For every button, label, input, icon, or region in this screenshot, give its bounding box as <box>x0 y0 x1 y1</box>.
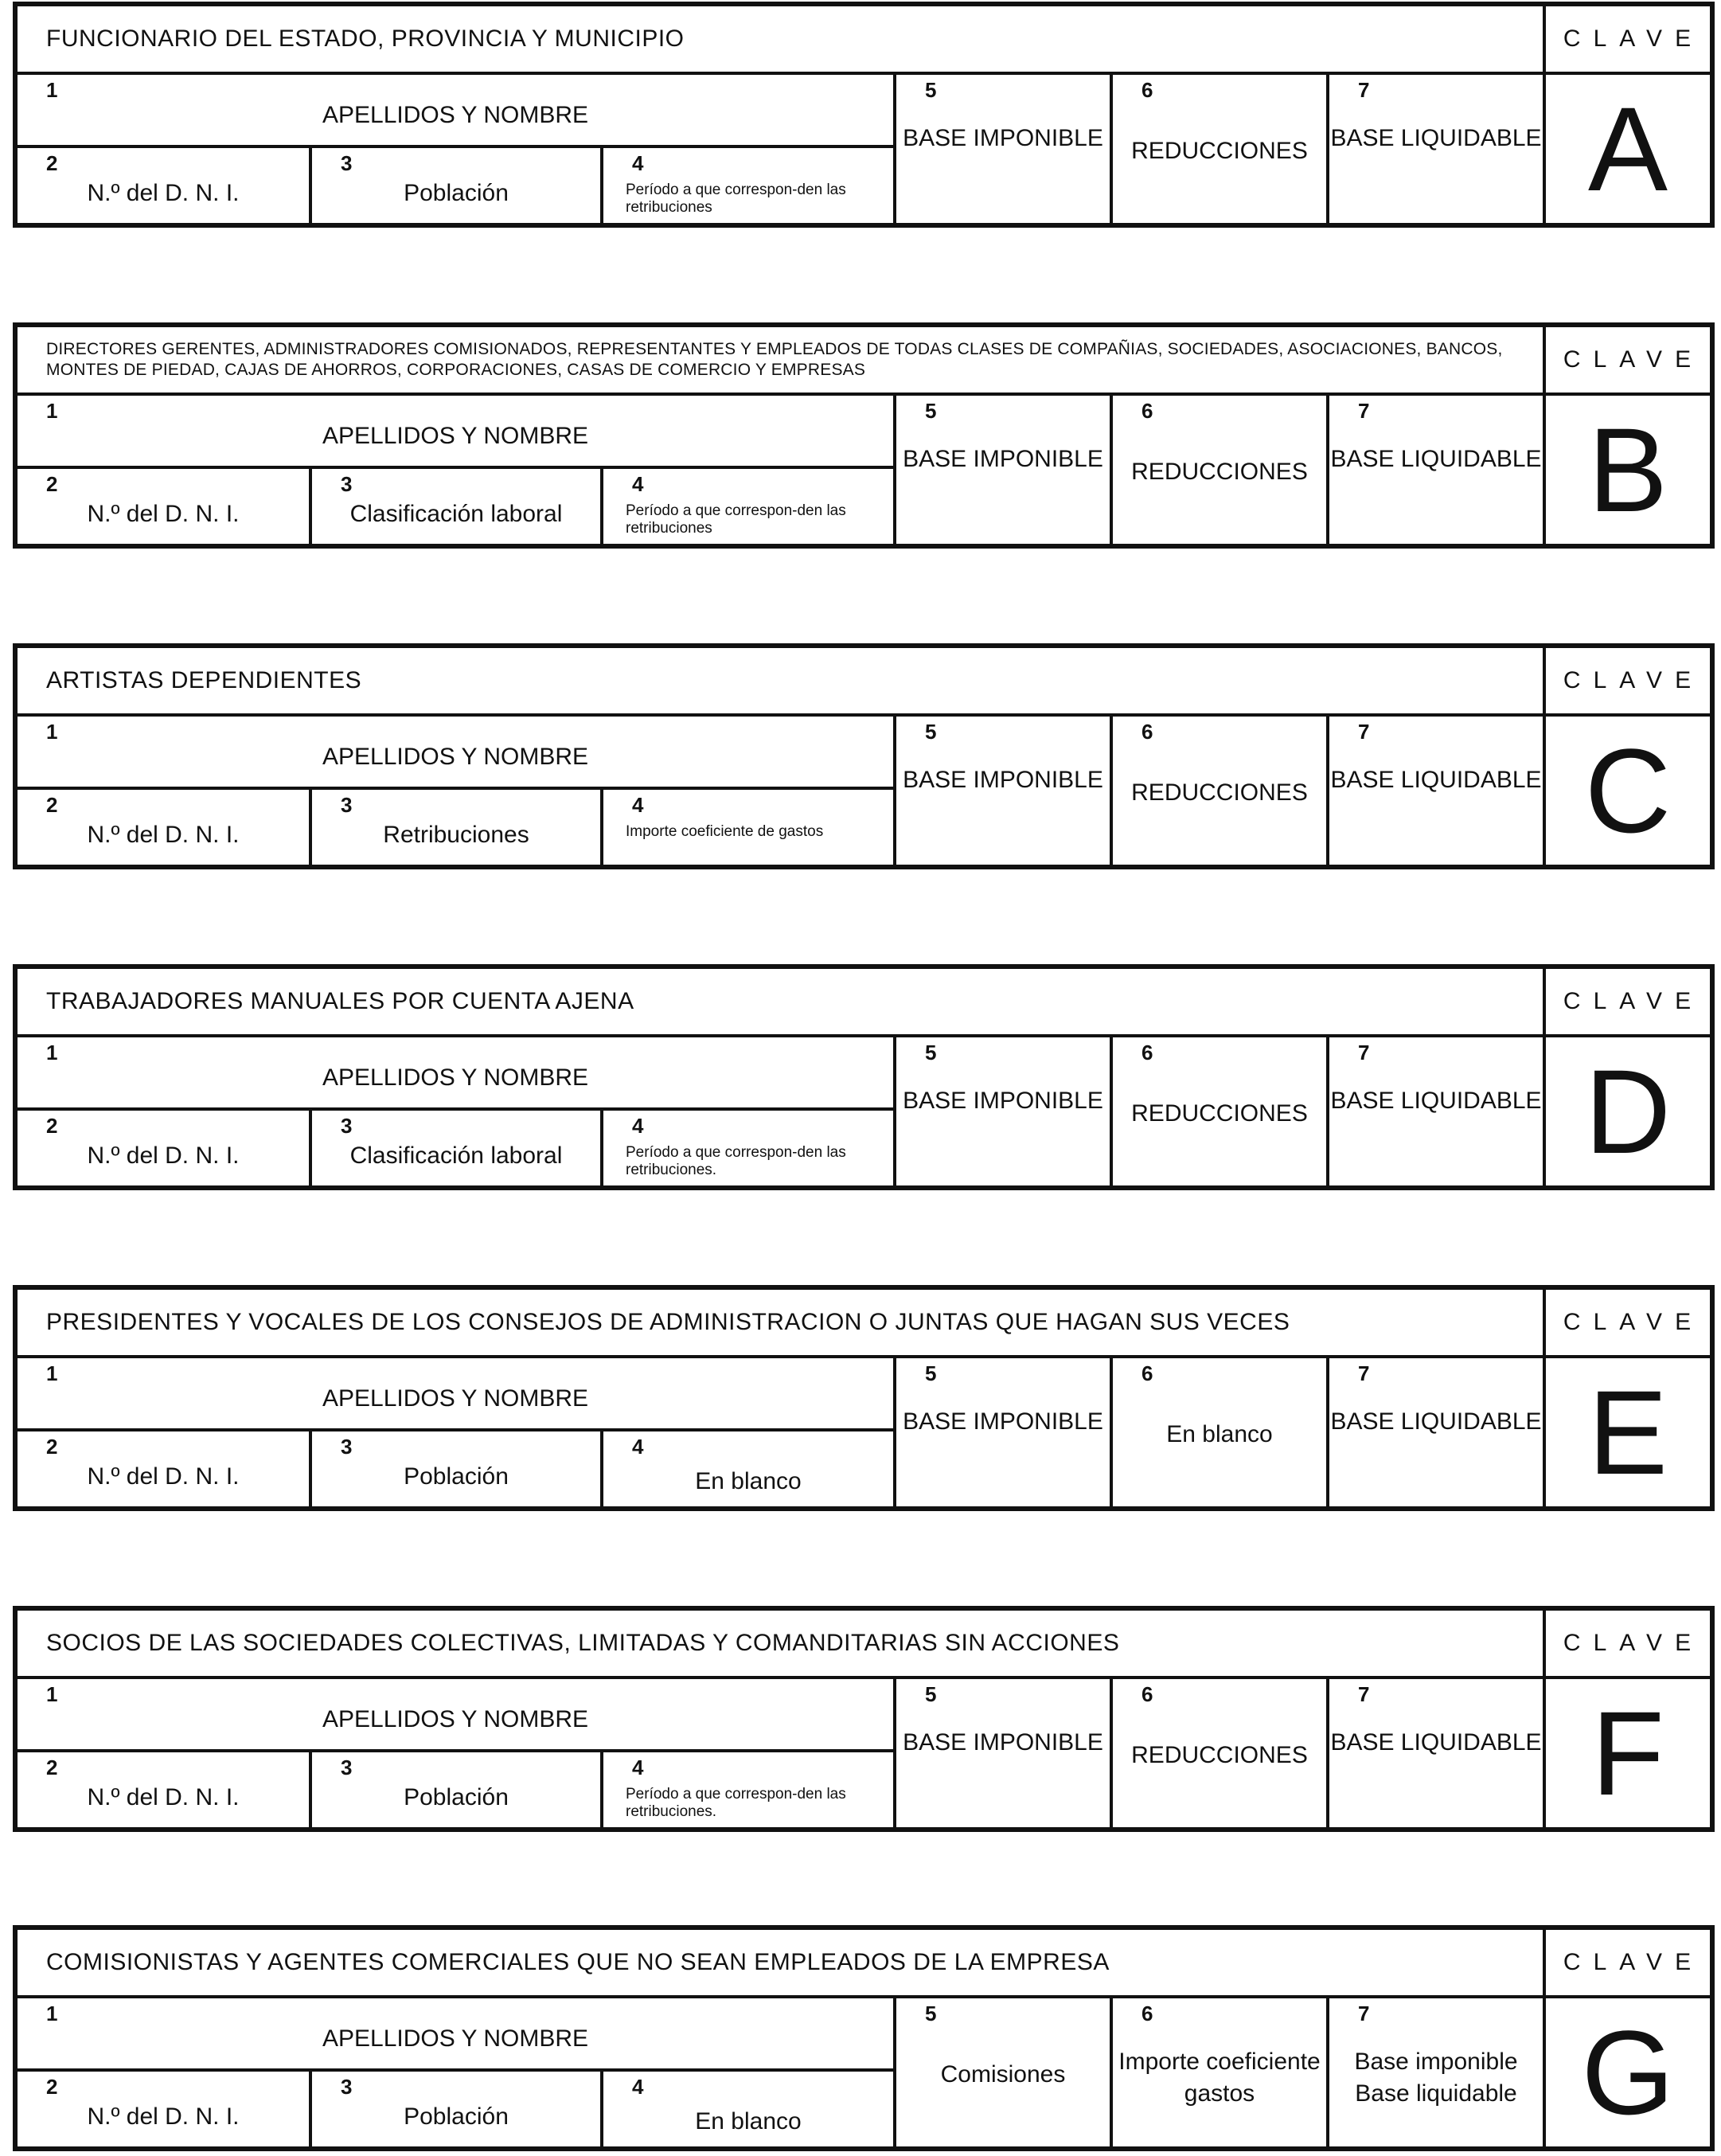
field-number: 1 <box>46 2002 58 2025</box>
field-4 <box>603 1431 896 1506</box>
clave-label: CLAVE <box>1546 1290 1710 1358</box>
field-number: 4 <box>632 1435 644 1459</box>
field-label: En blanco <box>695 2108 802 2135</box>
field-5 <box>896 717 1113 865</box>
form-clave-b <box>13 322 1715 549</box>
field-label: N.º del D. N. I. <box>87 180 240 206</box>
form-clave-g <box>13 1925 1715 2151</box>
field-label: Comisiones <box>940 2061 1066 2088</box>
field-number: 7 <box>1358 399 1370 423</box>
field-apellidos-nombre <box>18 717 896 790</box>
field-number: 5 <box>925 1682 937 1706</box>
clave-letter: D <box>1584 1045 1672 1178</box>
form-clave-f <box>13 1606 1715 1832</box>
field-label: APELLIDOS Y NOMBRE <box>322 744 588 770</box>
form-title: PRESIDENTES Y VOCALES DE LOS CONSEJOS DE ADMINISTRACION O JUNTAS QUE HAGAN SUS VECES <box>46 1309 1290 1335</box>
field-number: 5 <box>925 1361 937 1385</box>
field-label: Población <box>404 180 509 206</box>
field-label: En blanco <box>695 1468 802 1494</box>
field-number: 5 <box>925 720 937 744</box>
field-label: N.º del D. N. I. <box>87 2103 240 2130</box>
field-label: BASE IMPONIBLE <box>903 1729 1103 1756</box>
field-label: BASE IMPONIBLE <box>903 446 1103 472</box>
field-number: 3 <box>341 793 353 817</box>
field-apellidos-nombre <box>18 1037 896 1111</box>
field-number: 7 <box>1358 2002 1370 2025</box>
form-title: COMISIONISTAS Y AGENTES COMERCIALES QUE NO SEAN EMPLEADOS DE LA EMPRESA <box>46 1949 1110 1975</box>
field-label: N.º del D. N. I. <box>87 1784 240 1810</box>
form-title-row <box>18 648 1546 717</box>
field-label: BASE IMPONIBLE <box>903 125 1103 151</box>
form-title: SOCIOS DE LAS SOCIEDADES COLECTIVAS, LIMITADAS Y COMANDITARIAS SIN ACCIONES <box>46 1630 1120 1656</box>
field-label: BASE LIQUIDABLE <box>1330 1088 1542 1114</box>
field-label: APELLIDOS Y NOMBRE <box>322 1706 588 1732</box>
field-label: En blanco <box>1166 1421 1273 1447</box>
form-title-row <box>18 327 1546 396</box>
field-label: BASE LIQUIDABLE <box>1330 125 1542 151</box>
field-number: 2 <box>46 151 58 175</box>
field-5 <box>896 1679 1113 1827</box>
field-label: Período a que correspon-den las retribuciones. <box>626 1144 846 1178</box>
field-label: Población <box>404 2103 509 2130</box>
clave-label: CLAVE <box>1546 1930 1710 1998</box>
field-6 <box>1113 396 1329 544</box>
field-label: Población <box>404 1784 509 1810</box>
field-number: 4 <box>632 1756 644 1779</box>
form-title-row <box>18 1930 1546 1998</box>
field-label: Base imponible Base liquidable <box>1354 2049 1518 2107</box>
field-apellidos-nombre <box>18 75 896 148</box>
field-number: 6 <box>1141 399 1153 423</box>
field-number: 6 <box>1141 1361 1153 1385</box>
field-6 <box>1113 1037 1329 1185</box>
field-number: 6 <box>1141 720 1153 744</box>
field-number: 7 <box>1358 720 1370 744</box>
field-6 <box>1113 1358 1329 1506</box>
field-label: BASE IMPONIBLE <box>903 767 1103 793</box>
field-5 <box>896 396 1113 544</box>
field-label: Clasificación laboral <box>349 501 563 527</box>
field-number: 7 <box>1358 78 1370 102</box>
field-number: 6 <box>1141 1682 1153 1706</box>
field-7 <box>1329 1679 1546 1827</box>
clave-label: CLAVE <box>1546 6 1710 75</box>
field-apellidos-nombre <box>18 1679 896 1752</box>
field-4 <box>603 1111 896 1185</box>
field-label: Período a que correspon-den las retribuciones <box>626 502 846 537</box>
field-label: REDUCCIONES <box>1131 1100 1308 1127</box>
clave-letter: G <box>1581 2006 1675 2139</box>
clave-label: CLAVE <box>1546 1611 1710 1679</box>
field-5 <box>896 1037 1113 1185</box>
field-number: 2 <box>46 472 58 496</box>
field-7 <box>1329 717 1546 865</box>
field-label: Período a que correspon-den las retribuciones <box>626 182 846 216</box>
clave-label: CLAVE <box>1546 648 1710 717</box>
field-label: BASE LIQUIDABLE <box>1330 446 1542 472</box>
field-label: APELLIDOS Y NOMBRE <box>322 2025 588 2052</box>
field-number: 2 <box>46 1756 58 1779</box>
field-number: 6 <box>1141 2002 1153 2025</box>
form-title: DIRECTORES GERENTES, ADMINISTRADORES COMISIONADOS, REPRESENTANTES Y EMPLEADOS DE TODAS CLASES DE COMPAÑIAS, SOCIEDADES, ASOCIACIONES, BANCOS, MONTES DE PIEDAD, CAJAS DE AHORROS, CORPORACIONES, CASAS DE COMERCIO Y EMPRESAS <box>46 340 1503 379</box>
field-number: 4 <box>632 1114 644 1138</box>
field-dni <box>18 1431 312 1506</box>
field-4 <box>603 148 896 223</box>
field-dni <box>18 790 312 865</box>
field-label: APELLIDOS Y NOMBRE <box>322 1385 588 1412</box>
field-number: 1 <box>46 1682 58 1706</box>
field-number: 2 <box>46 1435 58 1459</box>
field-number: 5 <box>925 1041 937 1064</box>
clave-letter: E <box>1587 1365 1668 1499</box>
field-4 <box>603 469 896 544</box>
field-label: N.º del D. N. I. <box>87 501 240 527</box>
field-7 <box>1329 396 1546 544</box>
form-title-row <box>18 6 1546 75</box>
field-number: 7 <box>1358 1682 1370 1706</box>
form-clave-d <box>13 964 1715 1190</box>
form-title: TRABAJADORES MANUALES POR CUENTA AJENA <box>46 988 634 1014</box>
field-number: 3 <box>341 2075 353 2099</box>
field-label: Importe coeficiente gastos <box>1118 2049 1321 2107</box>
field-number: 1 <box>46 399 58 423</box>
field-3 <box>312 469 603 544</box>
field-5 <box>896 1998 1113 2146</box>
field-number: 3 <box>341 1435 353 1459</box>
field-label: Período a que correspon-den las retribuciones. <box>626 1786 846 1820</box>
form-clave-e <box>13 1285 1715 1511</box>
field-label: BASE IMPONIBLE <box>903 1408 1103 1435</box>
field-number: 4 <box>632 472 644 496</box>
field-label: REDUCCIONES <box>1131 1742 1308 1768</box>
field-7 <box>1329 1358 1546 1506</box>
field-number: 2 <box>46 1114 58 1138</box>
field-label: N.º del D. N. I. <box>87 1142 240 1169</box>
field-6 <box>1113 75 1329 223</box>
field-label: BASE LIQUIDABLE <box>1330 1408 1542 1435</box>
field-number: 1 <box>46 1361 58 1385</box>
field-apellidos-nombre <box>18 396 896 469</box>
field-label: REDUCCIONES <box>1131 779 1308 806</box>
field-dni <box>18 2072 312 2146</box>
field-label: APELLIDOS Y NOMBRE <box>322 102 588 128</box>
field-7 <box>1329 1037 1546 1185</box>
form-title-row <box>18 969 1546 1037</box>
field-6 <box>1113 1679 1329 1827</box>
clave-letter: F <box>1591 1686 1664 1820</box>
form-title-row <box>18 1290 1546 1358</box>
field-apellidos-nombre <box>18 1358 896 1431</box>
field-7 <box>1329 1998 1546 2146</box>
field-dni <box>18 1111 312 1185</box>
form-clave-a <box>13 2 1715 228</box>
form-title: FUNCIONARIO DEL ESTADO, PROVINCIA Y MUNICIPIO <box>46 25 685 52</box>
field-label: Importe coeficiente de gastos <box>626 823 824 840</box>
field-6 <box>1113 717 1329 865</box>
field-label: Población <box>404 1463 509 1490</box>
field-4 <box>603 1752 896 1827</box>
field-number: 7 <box>1358 1361 1370 1385</box>
form-clave-c <box>13 643 1715 869</box>
field-number: 2 <box>46 2075 58 2099</box>
field-number: 4 <box>632 2075 644 2099</box>
field-number: 2 <box>46 793 58 817</box>
field-7 <box>1329 75 1546 223</box>
field-number: 6 <box>1141 78 1153 102</box>
field-number: 1 <box>46 720 58 744</box>
field-dni <box>18 1752 312 1827</box>
clave-label: CLAVE <box>1546 969 1710 1037</box>
field-number: 5 <box>925 399 937 423</box>
field-5 <box>896 75 1113 223</box>
field-label: Clasificación laboral <box>349 1142 563 1169</box>
clave-letter: B <box>1587 403 1668 537</box>
field-apellidos-nombre <box>18 1998 896 2072</box>
clave-label: CLAVE <box>1546 327 1710 396</box>
field-4 <box>603 2072 896 2146</box>
field-label: Retribuciones <box>383 822 529 848</box>
clave-letter: C <box>1584 724 1672 857</box>
field-number: 5 <box>925 78 937 102</box>
field-4 <box>603 790 896 865</box>
field-dni <box>18 148 312 223</box>
field-dni <box>18 469 312 544</box>
field-number: 4 <box>632 151 644 175</box>
field-number: 3 <box>341 1114 353 1138</box>
field-label: BASE LIQUIDABLE <box>1330 767 1542 793</box>
field-3 <box>312 1752 603 1827</box>
field-3 <box>312 1111 603 1185</box>
field-label: N.º del D. N. I. <box>87 822 240 848</box>
field-number: 4 <box>632 793 644 817</box>
field-label: N.º del D. N. I. <box>87 1463 240 1490</box>
field-number: 3 <box>341 151 353 175</box>
field-3 <box>312 1431 603 1506</box>
field-number: 3 <box>341 1756 353 1779</box>
field-label: BASE LIQUIDABLE <box>1330 1729 1542 1756</box>
field-number: 3 <box>341 472 353 496</box>
field-label: BASE IMPONIBLE <box>903 1088 1103 1114</box>
field-3 <box>312 148 603 223</box>
field-number: 1 <box>46 1041 58 1064</box>
form-title: ARTISTAS DEPENDIENTES <box>46 667 362 693</box>
field-label: APELLIDOS Y NOMBRE <box>322 423 588 449</box>
field-3 <box>312 2072 603 2146</box>
field-label: APELLIDOS Y NOMBRE <box>322 1064 588 1091</box>
field-number: 5 <box>925 2002 937 2025</box>
clave-letter: A <box>1587 82 1668 216</box>
field-number: 6 <box>1141 1041 1153 1064</box>
field-6 <box>1113 1998 1329 2146</box>
form-title-row <box>18 1611 1546 1679</box>
field-5 <box>896 1358 1113 1506</box>
field-label: REDUCCIONES <box>1131 459 1308 485</box>
field-number: 1 <box>46 78 58 102</box>
field-label: REDUCCIONES <box>1131 138 1308 164</box>
field-number: 7 <box>1358 1041 1370 1064</box>
field-3 <box>312 790 603 865</box>
